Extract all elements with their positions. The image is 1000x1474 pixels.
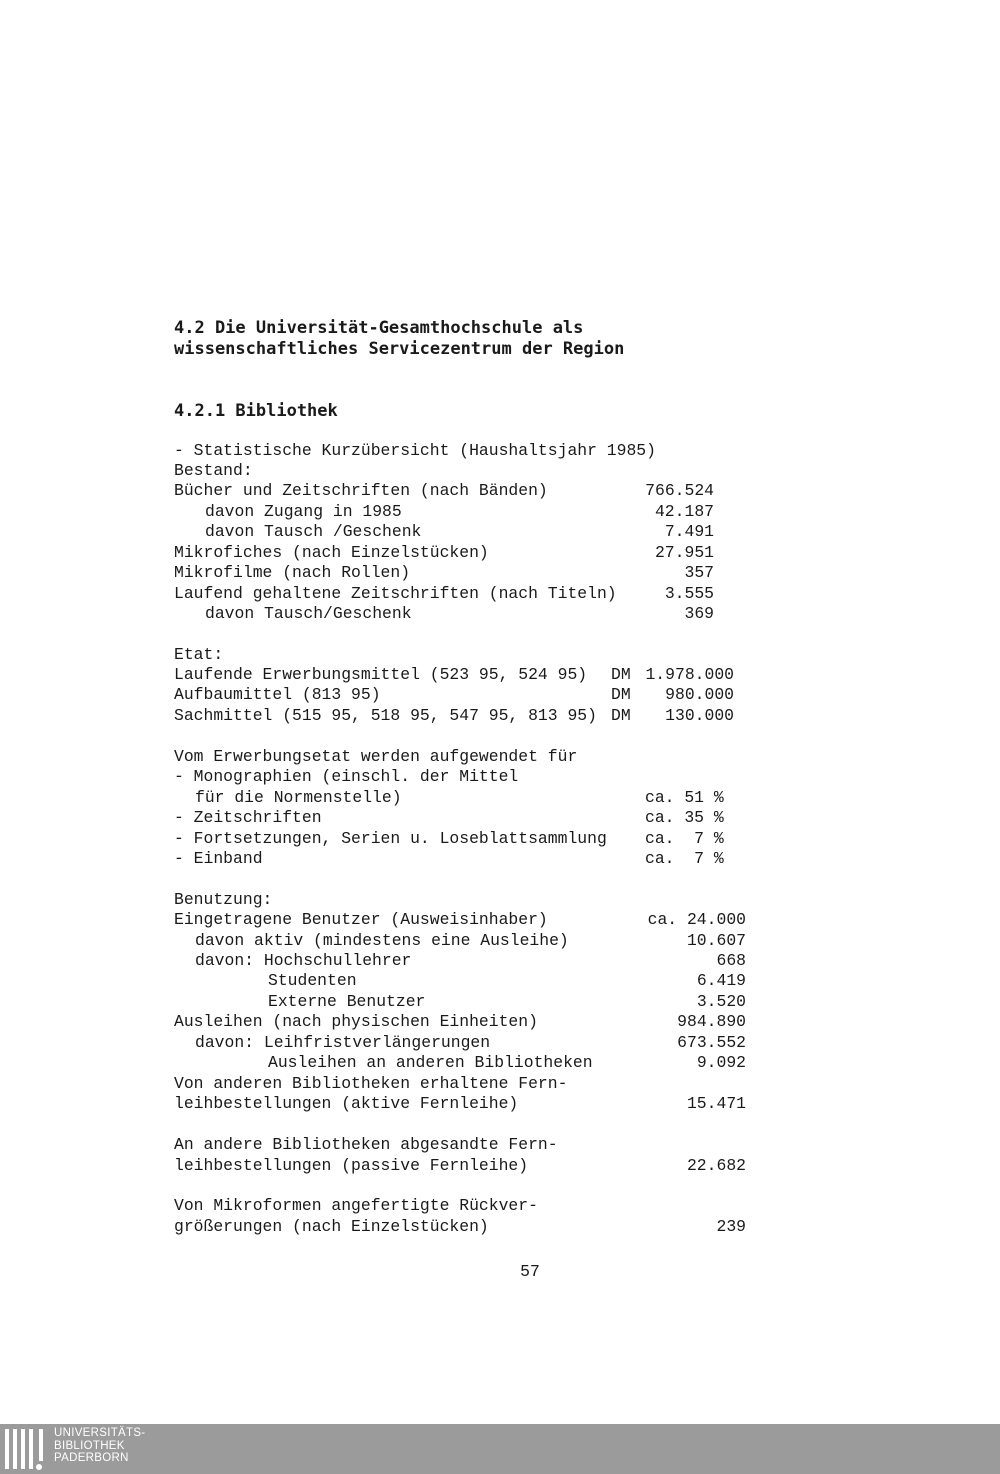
section-title-line-2: wissenschaftliches Servicezentrum der Region — [174, 339, 625, 359]
logo-line-2: BIBLIOTHEK — [54, 1439, 125, 1452]
library-footer-bar — [0, 1424, 1000, 1474]
page-number: 57 — [520, 1262, 540, 1281]
library-logo-text — [54, 1427, 145, 1465]
subsection-title: 4.2.1 Bibliothek — [174, 401, 338, 421]
logo-line-1: UNIVERSITÄTS- — [54, 1427, 146, 1439]
logo-dot-icon — [36, 1464, 42, 1470]
logo-line-3: PADERBORN — [54, 1452, 129, 1464]
document-page: 4.2 Die Universität-Gesamthochschule als wissenschaftliches Servicezentrum der Region 4.2.1 Bibliothek - Statistische Kurzübersicht (Haushaltsjahr 1985) Bestand: Bücher und Zeitschriften (nach Bänden) 766.524 davon Zugang in 1985 42.187 davon Tausch /Geschenk 7.491 Mikrofiches (nach Einzelstücken) 27.951 Mikrofilme (nach Rollen) 357 Laufend gehaltene Zeitschriften (nach Titeln) 3.555 davon Tausch/Geschenk 369 Etat: Laufende Erwerbungsmittel (523 95, 524 95) DM 1.978.000 Aufbaumittel (813 95) DM 980.000 Sachmittel (515 95, 518 95, 547 95, 813 95) DM 130.000 Vom Erwerbungsetat werden aufgewendet für - Monographien (einschl. der Mittel für die Normenstelle) ca. 51 % - Zeitschriften ca. 35 % - Fortsetzungen, Serien u. Loseblattsammlung ca. 7 % - Einband ca. 7 % Benutzung: Eingetragene Benutzer (Ausweisinhaber) ca. 24.000 davon aktiv (mindestens eine Ausleihe) 10.607 davon: Hochschullehrer 668 Studenten 6.419 Externe Benutzer 3.520 Ausleihen (nach physischen Einheiten) 984.890 davon: Leihfristverlängerungen 673.552 Ausleihen an anderen Bibliotheken 9.092 Von anderen Bibliotheken erhaltene Fern- leihbestellungen (aktive Fernleihe) 15.471 An andere Bibliotheken abgesandte Fern- leihbestellungen (passive Fernleihe) 22.682 Von Mikroformen angefertigte Rückver- größerungen (nach Einzelstücken) 239 57 — [0, 0, 1000, 1424]
section-title-line-1: 4.2 Die Universität-Gesamthochschule als — [174, 318, 584, 338]
library-logo-icon — [5, 1429, 45, 1469]
